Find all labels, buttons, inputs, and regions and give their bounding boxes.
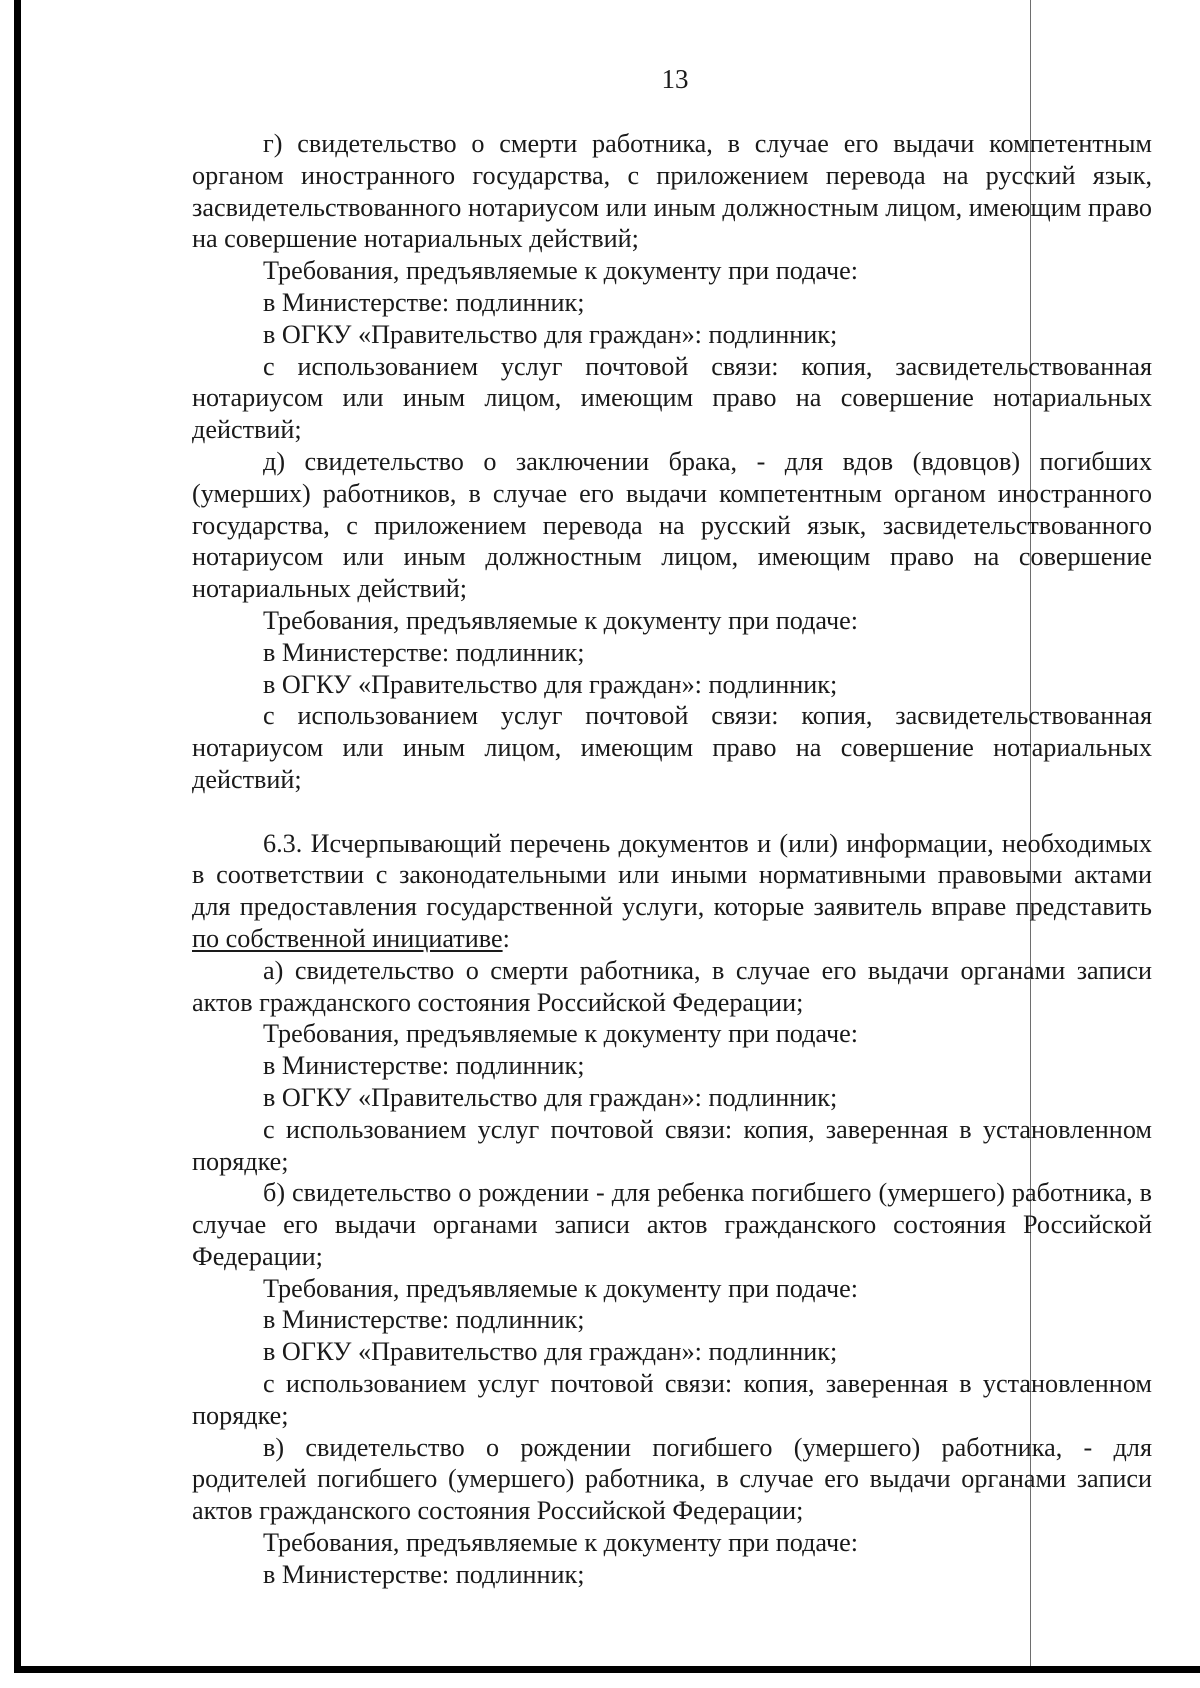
paragraph-requirements: Требования, предъявляемые к документу при подаче: bbox=[263, 1273, 859, 1303]
paragraph-postal: с использованием услуг почтовой связи: копия, засвидетельствованная нотариусом или иным лицом, имеющим право на совершение нотариальных действий; bbox=[192, 351, 1152, 445]
paragraph-ministry: в Министерстве: подлинник; bbox=[263, 637, 585, 667]
paragraph-a-death-certificate: а) свидетельство о смерти работника, в случае его выдачи органами записи актов гражданского состояния Российской Федерации; bbox=[192, 955, 1152, 1017]
paragraph-postal: с использованием услуг почтовой связи: копия, засвидетельствованная нотариусом или иным лицом, имеющим право на совершение нотариальных действий; bbox=[192, 701, 1152, 794]
paragraph-ogku: в ОГКУ «Правительство для граждан»: подлинник; bbox=[263, 319, 838, 349]
paragraph-postal: с использованием услуг почтовой связи: копия, заверенная в установленном порядке; bbox=[192, 1114, 1152, 1176]
paragraph-b-birth-certificate-child: б) свидетельство о рождении - для ребенка погибшего (умершего) работника, в случае его выдачи органами записи актов гражданского состояния Российской Федерации; bbox=[192, 1178, 1152, 1271]
paragraph-g-death-certificate: г) свидетельство о смерти работника, в случае его выдачи компетентным органом иностранного государства, с приложением перевода на русский язык, засвидетельствованного нотариусом или иным должностным лицом, имеющим право на совершение нотариальных действий; bbox=[192, 129, 1152, 254]
paragraph-requirements: Требования, предъявляемые к документу при подаче: bbox=[263, 256, 859, 286]
paragraph-v-birth-certificate-worker: в) свидетельство о рождении погибшего (умершего) работника, - для родителей погибшего (умершего) работника, в случае его выдачи органами записи актов гражданского состояния Российской Федерации; bbox=[192, 1432, 1152, 1526]
own-initiative-underlined: по собственной инициативе bbox=[192, 923, 503, 953]
paragraph-ogku: в ОГКУ «Правительство для граждан»: подлинник; bbox=[263, 669, 838, 699]
paragraph-d-marriage-certificate: д) свидетельство о заключении брака, - для вдов (вдовцов) погибших (умерших) работников, в случае его выдачи компетентным органом иностранного государства, с приложением перевода на русский язык, засвидетельствованного нотариусом или иным должностным лицом, имеющим право на совершение нотариальных действий; bbox=[192, 446, 1152, 604]
paragraph-6-3-heading bbox=[192, 828, 1152, 955]
section-6-3-text: 6.3. Исчерпывающий перечень документов и (или) информации, необходимых в соответствии с законодательными или иными нормативными правовыми актами для предоставления государственной услуги, которые заявитель вправе представить bbox=[192, 828, 1152, 922]
paragraph-postal: с использованием услуг почтовой связи: копия, заверенная в установленном порядке; bbox=[192, 1369, 1152, 1430]
page-number: 13 bbox=[661, 64, 689, 94]
paragraph-requirements: Требования, предъявляемые к документу при подаче: bbox=[263, 1528, 859, 1558]
paragraph-ministry: в Министерстве: подлинник; bbox=[263, 287, 585, 317]
paragraph-requirements: Требования, предъявляемые к документу при подаче: bbox=[263, 605, 859, 635]
paragraph-ministry: в Министерстве: подлинник; bbox=[263, 1559, 585, 1589]
document-body bbox=[192, 128, 1152, 1591]
paragraph-ogku: в ОГКУ «Правительство для граждан»: подлинник; bbox=[263, 1337, 838, 1367]
paragraph-requirements: Требования, предъявляемые к документу при подаче: bbox=[263, 1019, 859, 1049]
scan-edge-bottom bbox=[14, 1666, 1200, 1673]
paragraph-ministry: в Министерстве: подлинник; bbox=[263, 1051, 585, 1081]
scan-edge-left bbox=[14, 0, 21, 1672]
paragraph-ogku: в ОГКУ «Правительство для граждан»: подлинник; bbox=[263, 1082, 838, 1112]
paragraph-ministry: в Министерстве: подлинник; bbox=[263, 1305, 585, 1335]
section-6-3-colon: : bbox=[502, 923, 510, 953]
